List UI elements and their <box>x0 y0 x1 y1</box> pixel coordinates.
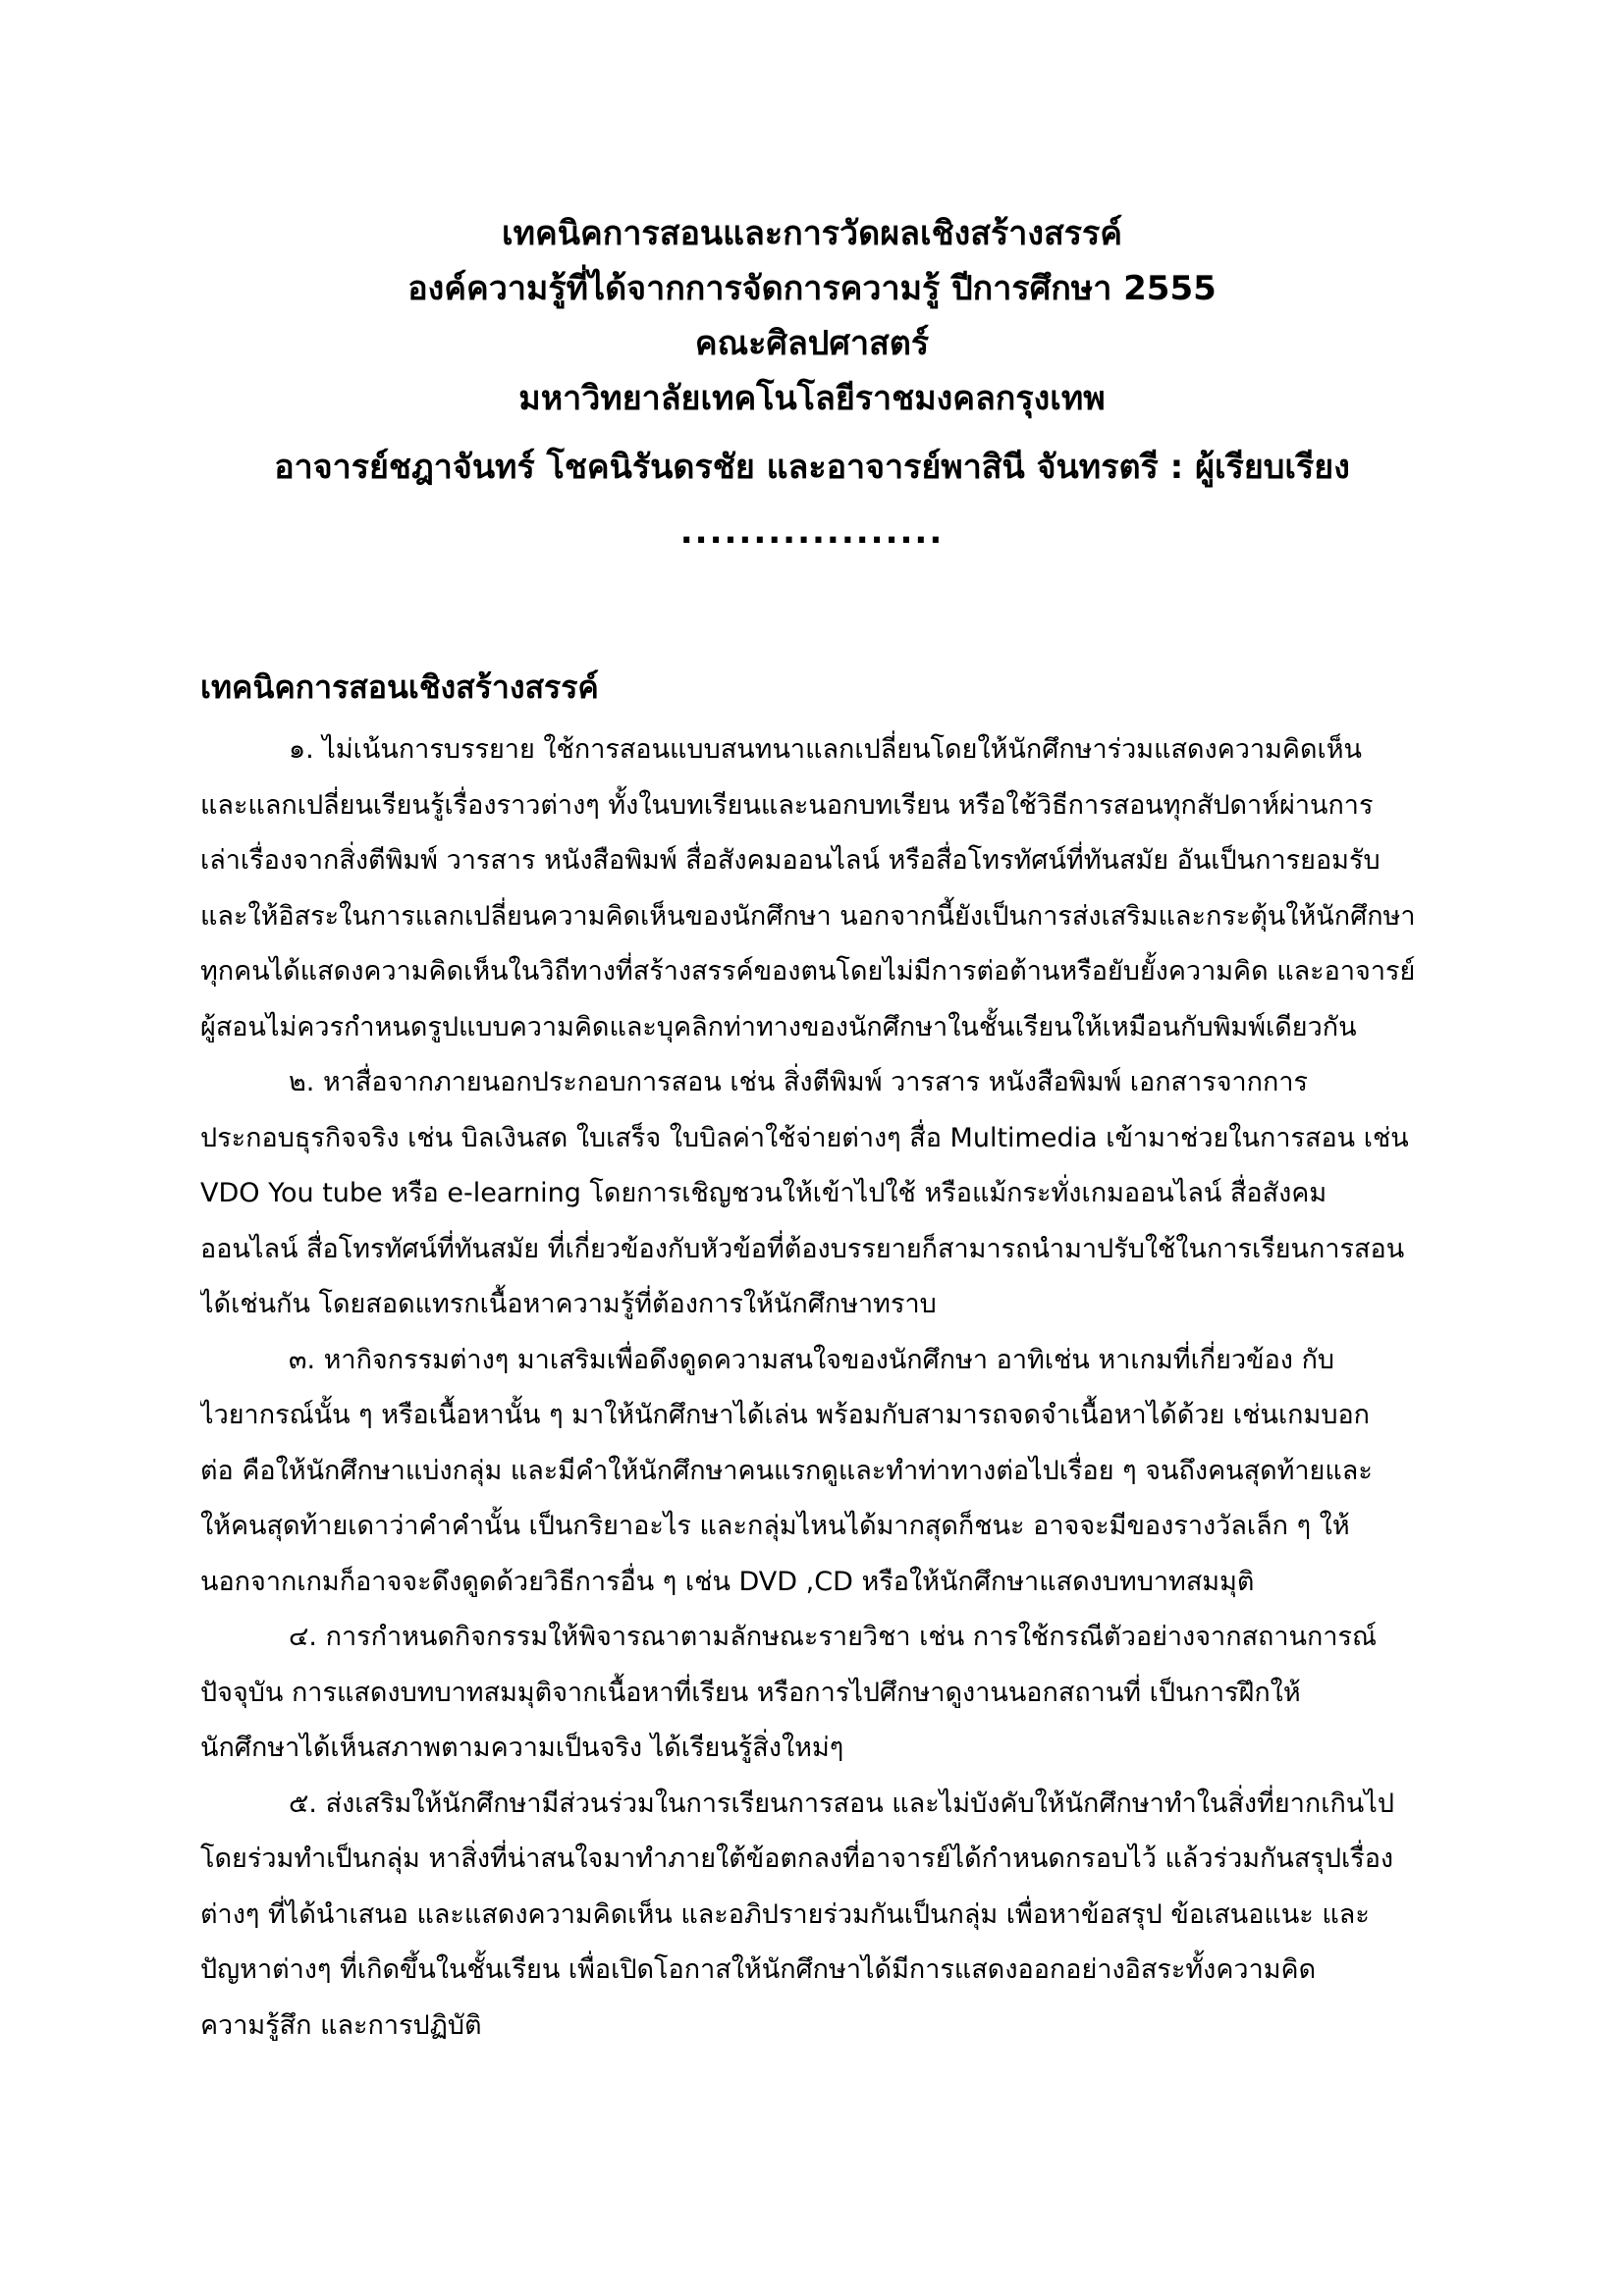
paragraph-line: ได้เช่นกัน โดยสอดแทรกเนื้อหาความรู้ที่ต้องการให้นักศึกษาทราบ <box>200 1289 937 1319</box>
paragraph-line: ทุกคนได้แสดงความคิดเห็นในวิถีทางที่สร้างสรรค์ของตนโดยไม่มีการต่อต้านหรือยับยั้งความคิด และอาจารย์ <box>200 956 1416 987</box>
paragraph-line: ให้คนสุดท้ายเดาว่าคำคำนั้น เป็นกริยาอะไร และกลุ่มไหนได้มากสุดก็ชนะ อาจจะมีของรางวัลเล็ก ๆ ให้ <box>200 1511 1350 1541</box>
paragraph-line: และให้อิสระในการแลกเปลี่ยนความคิดเห็นของนักศึกษา นอกจากนี้ยังเป็นการส่งเสริมและกระตุ้นให้นักศึกษา <box>200 900 1416 932</box>
paragraph-line: ๕. ส่งเสริมให้นักศึกษามีส่วนร่วมในการเรียนการสอน และไม่บังคับให้นักศึกษาทำในสิ่งที่ยากเกินไป <box>289 1788 1394 1819</box>
paragraph-3 <box>200 1333 1430 1611</box>
paragraph-line: ๓. หากิจกรรมต่างๆ มาเสริมเพื่อดึงดูดความสนใจของนักศึกษา อาทิเช่น หาเกมที่เกี่ยวข้อง กับ <box>289 1344 1335 1375</box>
separator-dots: .................. <box>679 512 945 552</box>
document-body <box>200 660 1430 2054</box>
paragraph-line: ๑. ไม่เน้นการบรรยาย ใช้การสอนแบบสนทนาแลกเปลี่ยนโดยให้นักศึกษาร่วมแสดงความคิดเห็น <box>289 734 1362 765</box>
paragraph-2 <box>200 1055 1430 1333</box>
section-heading: เทคนิคการสอนเชิงสร้างสรรค์ <box>200 668 599 706</box>
paragraph-5 <box>200 1777 1430 2055</box>
paragraph-line: และแลกเปลี่ยนเรียนรู้เรื่องราวต่างๆ ทั้งในบทเรียนและนอกบทเรียน หรือใช้วิธีการสอนทุกสัปดาห์ผ่านการ <box>200 789 1374 821</box>
paragraph-1 <box>200 722 1430 1055</box>
document-title-line-1: เทคนิคการสอนและการวัดผลเชิงสร้างสรรค์ <box>501 214 1123 253</box>
university-name: มหาวิทยาลัยเทคโนโลยีราชมงคลกรุงเทพ <box>518 379 1106 418</box>
paragraph-line: เล่าเรื่องจากสิ่งตีพิมพ์ วารสาร หนังสือพิมพ์ สื่อสังคมออนไลน์ หรือสื่อโทรทัศน์ที่ทันสมัย อันเป็นการยอมรับ <box>200 845 1380 876</box>
paragraph-line: ออนไลน์ สื่อโทรทัศน์ที่ทันสมัย ที่เกี่ยวข้องกับหัวข้อที่ต้องบรรยายก็สามารถนำมาปรับใช้ในการเรียนการสอน <box>200 1233 1405 1264</box>
paragraph-line: ผู้สอนไม่ควรกำหนดรูปแบบความคิดและบุคลิกท่าทางของนักศึกษาในชั้นเรียนให้เหมือนกับพิมพ์เดียวกัน <box>200 1011 1357 1042</box>
paragraph-line: ๔. การกำหนดกิจกรรมให้พิจารณาตามลักษณะรายวิชา เช่น การใช้กรณีตัวอย่างจากสถานการณ์ <box>289 1622 1378 1652</box>
paragraph-line: โดยร่วมทำเป็นกลุ่ม หาสิ่งที่น่าสนใจมาทำภายใต้ข้อตกลงที่อาจารย์ได้กำหนดกรอบไว้ แล้วร่วมกันสรุปเรื่อง <box>200 1843 1394 1874</box>
paragraph-line: นักศึกษาได้เห็นสภาพตามความเป็นจริง ได้เรียนรู้สิ่งใหม่ๆ <box>200 1733 844 1763</box>
paragraph-line: ต่างๆ ที่ได้นำเสนอ และแสดงความคิดเห็น และอภิปรายร่วมกันเป็นกลุ่ม เพื่อหาข้อสรุป ข้อเสนอแนะ และ <box>200 1898 1370 1930</box>
paragraph-line: ประกอบธุรกิจจริง เช่น บิลเงินสด ใบเสร็จ ใบบิลค่าใช้จ่ายต่างๆ สื่อ Multimedia เข้ามาช่วยในการสอน เช่น <box>200 1122 1409 1153</box>
paragraph-line: VDO You tube หรือ e-learning โดยการเชิญชวนให้เข้าไปใช้ หรือแม้กระทั่งเกมออนไลน์ สื่อสังคม <box>200 1178 1327 1208</box>
paragraph-line: ต่อ คือให้นักศึกษาแบ่งกลุ่ม และมีคำให้นักศึกษาคนแรกดูและทำท่าทางต่อไปเรื่อย ๆ จนถึงคนสุดท้ายและ <box>200 1455 1373 1486</box>
paragraph-line: ไวยากรณ์นั้น ๆ หรือเนื้อหานั้น ๆ มาให้นักศึกษาได้เล่น พร้อมกับสามารถจดจำเนื้อหาได้ด้วย เช่นเกมบอก <box>200 1400 1371 1430</box>
paragraph-line: ความรู้สึก และการปฏิบัติ <box>200 2009 482 2041</box>
paragraph-line: ปัจจุบัน การแสดงบทบาทสมมุติจากเนื้อหาที่เรียน หรือการไปศึกษาดูงานนอกสถานที่ เป็นการฝึกให้ <box>200 1677 1301 1708</box>
author-line: อาจารย์ชฎาจันทร์ โชคนิรันดรชัย และอาจารย์พาสินี จันทรตรี : ผู้เรียบเรียง <box>274 448 1350 487</box>
document-title-line-2: องค์ความรู้ที่ได้จากการจัดการความรู้ ปีการศึกษา 2555 <box>407 269 1217 308</box>
document-header <box>196 206 1428 560</box>
faculty-name: คณะศิลปศาสตร์ <box>694 324 930 363</box>
paragraph-4 <box>200 1610 1430 1777</box>
paragraph-line: ๒. หาสื่อจากภายนอกประกอบการสอน เช่น สิ่งตีพิมพ์ วารสาร หนังสือพิมพ์ เอกสารจากการ <box>289 1067 1309 1097</box>
paragraph-line: ปัญหาต่างๆ ที่เกิดขึ้นในชั้นเรียน เพื่อเปิดโอกาสให้นักศึกษาได้มีการแสดงออกอย่างอิสระทั้งความคิด <box>200 1954 1317 1985</box>
paragraph-line: นอกจากเกมก็อาจจะดึงดูดด้วยวิธีการอื่น ๆ เช่น DVD ,CD หรือให้นักศึกษาแสดงบทบาทสมมุติ <box>200 1566 1255 1597</box>
